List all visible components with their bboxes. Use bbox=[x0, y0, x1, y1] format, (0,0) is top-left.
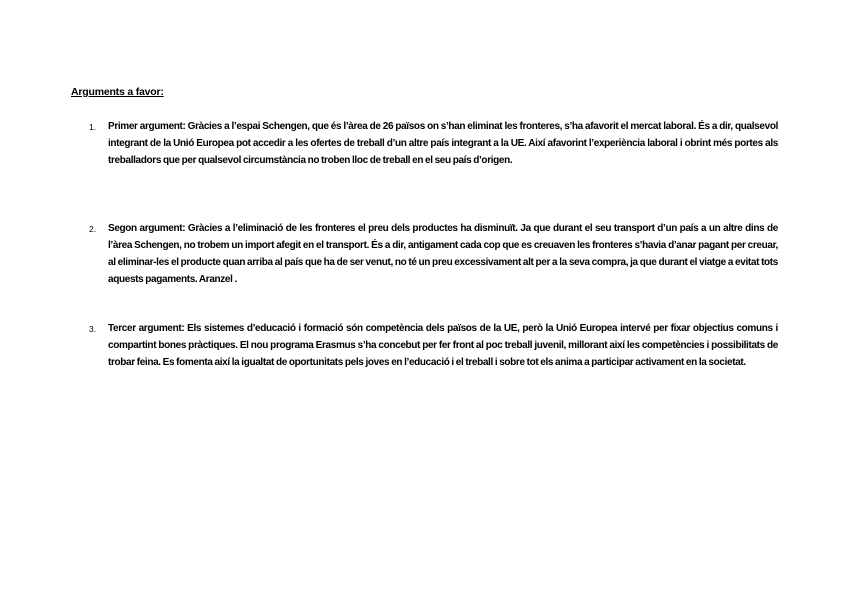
list-item-text: Primer argument: Gràcies a l’espai Schengen, que és l’àrea de 26 països on s’han eliminat les fronteres, s’ha afavorit el mercat laboral. És a dir, qualsevol integrant de la Unió Europea pot accedir a les ofertes de treball d’un altre país integrant a la UE. Així afavorint l’experiència laboral i obrint més portes als treballadors que per qualsevol circumstància no troben lloc de treball en el seu país d’origen. bbox=[108, 121, 778, 166]
list-item-text: Tercer argument: Els sistemes d’educació i formació són competència dels països de la UE, però la Unió Europea intervé per fixar objectius comuns i compartint bones pràctiques. El nou programa Erasmus s’ha concebut per fer front al poc treball juvenil, millorant així les competències i possibilitats de trobar feina. Es fomenta així la igualtat de oportunitats pels joves en l’educació i el treball i sobre tot els anima a participar activament en la societat. bbox=[108, 323, 778, 368]
section-heading: Arguments a favor: bbox=[71, 86, 164, 98]
list-item-text: Segon argument: Gràcies a l’eliminació de les fronteres el preu dels productes ha disminuït. Ja que durant el seu transport d’un país a un altre dins de l’àrea Schengen, no trobem un import afegit en el transport. És a dir, antigament cada cop que es creuaven les fronteres s’havia d’anar pagant per creuar, al eliminar-les el producte quan arriba al país que ha de ser venut, no té un preu excessivament alt per a la seva compra, ja que durant el viatge a evitat tots aquests pagaments. Aranzel . bbox=[108, 223, 778, 285]
list-item-number: 2. bbox=[89, 224, 97, 234]
list-item bbox=[89, 118, 779, 169]
list-item bbox=[89, 320, 779, 371]
list-item-number: 3. bbox=[89, 324, 97, 334]
list-item bbox=[89, 220, 779, 288]
list-item-number: 1. bbox=[89, 122, 97, 132]
